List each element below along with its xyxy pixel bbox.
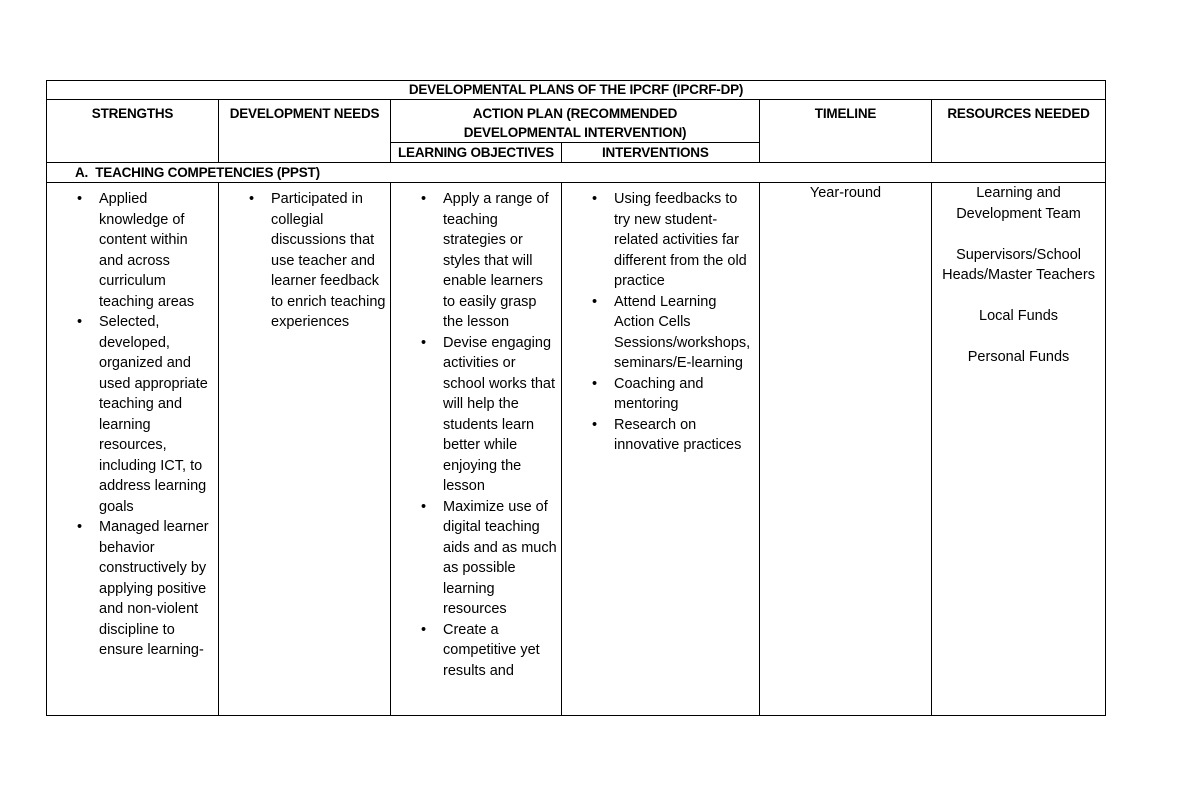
list-item [562,292,759,374]
list-item-text: Managed learner behavior constructively by applying positive and non-violent discipline to ensure learning- [99,519,209,658]
list-item [47,312,218,517]
list-item [562,189,759,292]
list-item-text: Attend Learning Action Cells Sessions/workshops, seminars/E-learning [614,293,751,371]
header-resources-needed: RESOURCES NEEDED [932,100,1106,163]
bullet-icon: • [592,191,598,207]
strengths-cell [47,183,219,716]
list-item [562,374,759,415]
list-item [47,517,218,661]
bullet-icon: • [77,191,83,207]
bullet-icon: • [249,191,255,207]
list-item-text: Maximize use of digital teaching aids and as much as possible learning resources [443,498,557,617]
content-row [47,183,1106,716]
bullet-icon: • [421,498,427,515]
bullet-icon: • [592,293,598,310]
list-item [47,189,218,312]
interventions-cell [562,183,760,716]
section-heading [47,163,1106,183]
bullet-icon: • [421,621,427,638]
interventions-list [562,189,759,456]
header-row [47,100,1106,143]
table-title: DEVELOPMENTAL PLANS OF THE IPCRF (IPCRF-DP) [47,81,1106,100]
list-item-text: Applied knowledge of content within and across curriculum teaching areas [99,191,195,310]
timeline-cell [760,183,932,716]
ipcrf-dp-table [46,80,1106,716]
list-item-text: Devise engaging activities or school works that will help the students learn better while enjoying the lesson [443,334,556,494]
list-item [391,497,561,620]
header-action-plan: ACTION PLAN (RECOMMENDED DEVELOPMENTAL INTERVENTION) [391,100,760,143]
list-item-text: Using feedbacks to try new student-related activities far different from the old practice [614,191,747,289]
header-strengths: STRENGTHS [47,100,219,163]
bullet-icon: • [77,314,83,330]
development-needs-cell [219,183,391,716]
learning-objectives-list [391,189,561,681]
header-timeline: TIMELINE [760,100,932,163]
list-item [562,415,759,456]
list-item [391,620,561,682]
list-item-text: Apply a range of teaching strategies or styles that will enable learners to easily grasp the lesson [443,191,549,330]
bullet-icon: • [592,375,598,392]
title-row [47,81,1106,100]
list-item-text: Participated in collegial discussions that use teacher and learner feedback to enrich teaching experiences [271,191,386,330]
list-item [219,189,390,333]
header-learning-objectives: LEARNING OBJECTIVES [391,143,562,163]
timeline-value: Year-round [809,185,882,201]
strengths-list [47,189,218,661]
bullet-icon: • [421,334,427,351]
list-item-text: Coaching and mentoring [614,375,704,412]
bullet-icon: • [592,416,598,433]
resource-item: Learning and Development Team [956,185,1081,222]
resources-list [932,183,1105,715]
list-item [391,189,561,333]
list-item-text: Create a competitive yet results and [443,621,540,679]
spacer [936,224,1101,245]
resource-item: Supervisors/School Heads/Master Teachers [942,246,1095,283]
section-row [47,163,1106,183]
header-development-needs: DEVELOPMENT NEEDS [219,100,391,163]
section-title: TEACHING COMPETENCIES (PPST) [95,165,320,180]
bullet-icon: • [77,519,83,535]
development-needs-list [219,189,390,333]
header-interventions: INTERVENTIONS [562,143,760,163]
list-item-text: Selected, developed, organized and used appropriate teaching and learning resources, including ICT, to address learning goals [99,314,208,515]
list-item [391,333,561,497]
bullet-icon: • [421,191,427,207]
learning-objectives-cell [391,183,562,716]
list-item-text: Research on innovative practices [614,416,742,453]
spacer [936,286,1101,307]
resources-cell [932,183,1106,716]
spacer [936,327,1101,348]
resource-item: Personal Funds [967,349,1070,365]
section-marker: A. [75,165,89,180]
resource-item: Local Funds [979,308,1059,324]
